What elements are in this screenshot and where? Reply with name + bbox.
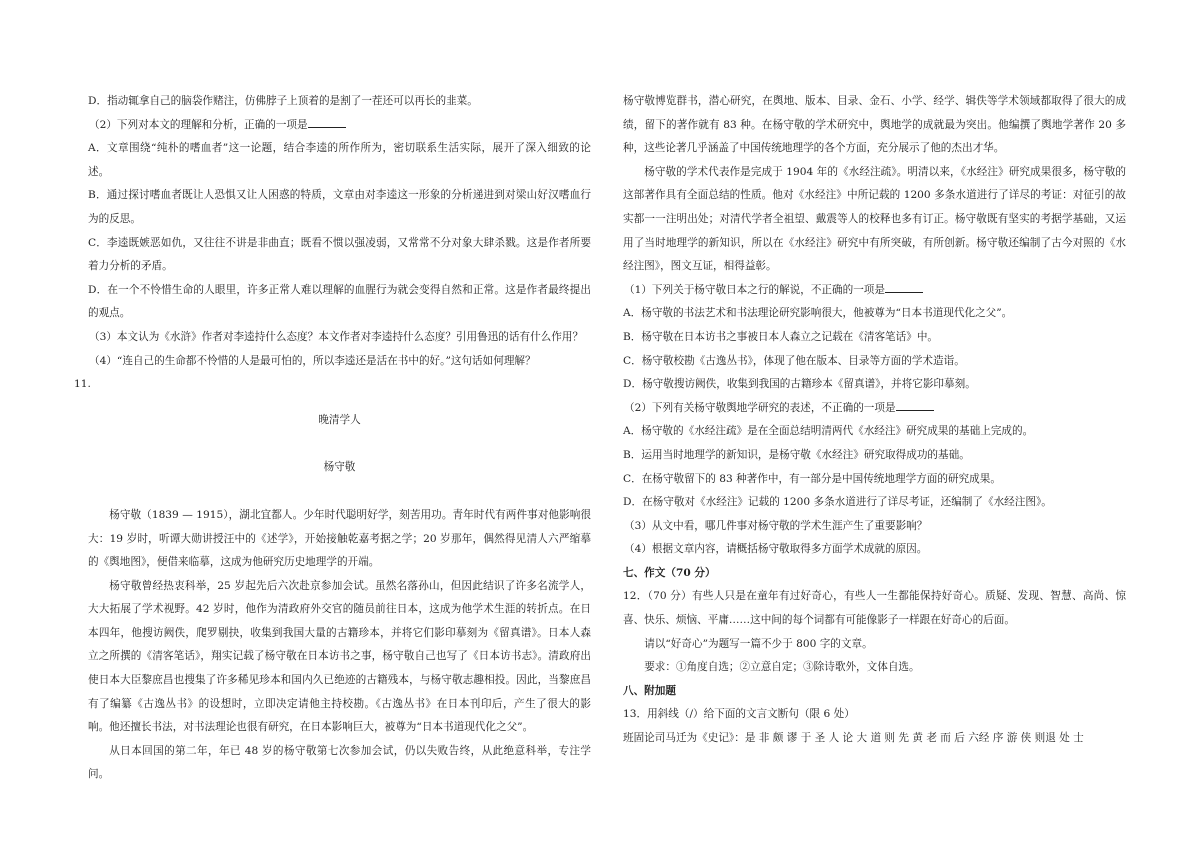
answer-blank xyxy=(896,400,934,411)
question-3: （3）从文中看，哪几件事对杨守敬的学术生涯产生了重要影响？ xyxy=(624,519,928,532)
section-7-heading: 七、作文（70 分） xyxy=(623,566,716,579)
option-d-previous: D．指动辄拿自己的脑袋作赌注，仿佛脖子上顶着的是割了一茬还可以再长的韭菜。 xyxy=(88,95,478,107)
question-13-classical-text: 班固论司马迁为《史记》：是 非 颇 谬 于 圣 人 论 大 道 则 先 黄 老 而 后 六经 序 游 侠 则退 处 士 xyxy=(623,732,1084,745)
question-4: （4）根据文章内容，请概括杨守敬取得多方面学术成就的原因。 xyxy=(624,543,928,556)
section-8-heading: 八、附加题 xyxy=(623,684,676,697)
question-3: （3）本文认为《水浒》作者对李逵持什么态度？本文作者对李逵持什么态度？引用鲁迅的话有什么作用？ xyxy=(89,330,584,343)
article-paragraph-1: 杨守敬（1839 — 1915），湖北宜都人。少年时代聪明好学，刻苦用功。青年时代有两件事对他影响很大：19 岁时，听谭大勋讲授汪中的《述学》，开始接触乾嘉考据之学；20 岁那年，偶然得见清人六严缩摹的《舆地图》，便借来临摹，这成为他研究历史地理学的开端。 xyxy=(88,508,591,569)
question-2-option-c: C．在杨守敬留下的 83 种著作中，有一部分是中国传统地理学方面的研究成果。 xyxy=(623,472,1001,485)
question-2-option-d: D．在杨守敬对《水经注》记载的 1200 多条水道进行了详尽考证，还编制了《水经注图》。 xyxy=(623,496,1052,509)
question-2-option-c: C．李逵既嫉恶如仇，又往往不讲是非曲直；既看不惯以强凌弱，又常常不分对象大肆杀戮。这是作者所要着力分析的矛盾。 xyxy=(88,236,591,273)
question-2-option-d: D．在一个不怜惜生命的人眼里，许多正常人难以理解的血腥行为就会变得自然和正常。这是作者最终提出的观点。 xyxy=(88,283,591,320)
spacer xyxy=(88,432,591,456)
answer-blank xyxy=(308,117,346,128)
article-paragraph-4: 杨守敬的学术代表作是完成于 1904 年的《水经注疏》。明清以来，《水经注》研究成果很多，杨守敬的这部著作具有全面总结的性质。他对《水经注》中所记载的 1200 多条水道进行了详尽的考证：对征引的故实都一一注明出处；对清代学者全祖望、戴震等人的校释也多有订正。杨守敬既有坚实的考据学基础，又运用了当时地理学的新知识，所以在《水经注》研究中有所突破，有所创新。杨守敬还编制了古今对照的《水经注图》，图文互证，相得益彰。 xyxy=(623,165,1126,273)
question-1-option-a: A．杨守敬的书法艺术和书法理论研究影响很大，他被尊为“日本书道现代化之父”。 xyxy=(623,307,1013,320)
question-13: 13．用斜线（/）给下面的文言文断句（限 6 处） xyxy=(623,708,855,721)
question-1-option-c: C．杨守敬校勘《古逸丛书》，体现了他在版本、目录等方面的学术造诣。 xyxy=(623,354,965,367)
article-subtitle: 杨守敬 xyxy=(323,461,356,474)
question-1-option-d: D．杨守敬搜访阙佚，收集到我国的古籍珍本《留真谱》，并将它影印摹刻。 xyxy=(623,378,976,391)
question-1-option-b: B．杨守敬在日本访书之事被日本人森立之记载在《清客笔话》中。 xyxy=(623,330,939,343)
question-12: 12．（70 分）有些人只是在童年有过好奇心，有些人一生都能保持好奇心。质疑、发现、智慧、高尚、惊 喜、快乐、烦恼、平庸……这中间的每个词都有可能像影子一样跟在好奇心的后面。 xyxy=(623,590,1137,627)
article-paragraph-3: 从日本回国的第二年，年已 48 岁的杨守敬第七次参加会试，仍以失败告终，从此绝意科举，专注学问。 xyxy=(88,744,591,781)
question-2-option-b: B．运用当时地理学的新知识，是杨守敬《水经注》研究取得成功的基础。 xyxy=(623,448,970,461)
article-paragraph-3-continued: 杨守敬博览群书，潜心研究，在舆地、版本、目录、金石、小学、经学、辑佚等学术领域都取得了很大的成绩，留下的著作就有 83 种。在杨守敬的学术研究中，舆地学的成就最为突出。他编撰了舆地学著作 20 多种，这些论著几乎涵盖了中国传统地理学的各个方面，充分展示了他的杰出才华。 xyxy=(623,95,1126,155)
question-2 xyxy=(88,114,591,138)
spacer xyxy=(88,397,591,409)
question-2-text: （2）下列对本文的理解和分析，正确的一项是 xyxy=(89,118,308,131)
article-title: 晚清学人 xyxy=(318,413,361,426)
question-11-number: 11. xyxy=(74,378,91,391)
right-column xyxy=(623,90,1137,751)
question-12-requirements: 要求：①角度自选；②立意自定；③除诗歌外，文体自选。 xyxy=(644,661,920,674)
question-2-option-b: B．通过探讨嗜血者既让人恐惧又让人困惑的特质，文章由对李逵这一形象的分析递进到对梁山好汉嗜血行为的反思。 xyxy=(88,189,591,225)
left-column xyxy=(74,90,591,787)
question-1 xyxy=(623,279,1126,303)
question-1-text: （1）下列关于杨守敬日本之行的解说，不正确的一项是 xyxy=(624,283,885,296)
article-paragraph-2: 杨守敬曾经热衷科举，25 岁起先后六次赴京参加会试。虽然名落孙山，但因此结识了许多名流学人，大大拓展了学术视野。42 岁时，他作为清政府外交官的随员前往日本，这成为他学术生涯的转折点。在日本四年，他搜访阙佚，爬罗剔抉，收集到我国大量的古籍珍本，并将它们影印摹刻为《留真谱》。日本人森立之所撰的《清客笔话》，翔实记载了杨守敬在日本访书之事，杨守敬自己也写了《日本访书志》。清政府出使日本大臣黎庶昌也搜集了许多稀见珍本和国内久已绝迹的古籍残本，与杨守敬志趣相投。因此，当黎庶昌有了编纂《古逸丛书》的设想时，立即决定请他主持校勘。《古逸丛书》在日本刊印后，产生了很大的影响。他还擅长书法，对书法理论也很有研究，在日本影响巨大，被尊为“日本书道现代化之父”。 xyxy=(88,579,591,734)
question-12-prompt: 请以“好奇心”为题写一篇不少于 800 字的文章。 xyxy=(644,637,873,650)
question-2 xyxy=(623,397,1126,421)
question-2-text: （2）下列有关杨守敬舆地学研究的表述，不正确的一项是 xyxy=(624,401,896,414)
question-2-option-a: A．杨守敬的《水经注疏》是在全面总结明清两代《水经注》研究成果的基础上完成的。 xyxy=(623,425,1034,438)
answer-blank xyxy=(885,282,923,293)
question-2-option-a: A．文章围绕“纯朴的嗜血者”这一论题，结合李逵的所作所为，密切联系生活实际，展开了深入细致的论述。 xyxy=(88,142,591,178)
question-4: （4）“连自己的生命都不怜惜的人是最可怕的，所以李逵还是活在书中的好。”这句话如何理解？ xyxy=(89,354,536,367)
spacer xyxy=(88,480,591,504)
